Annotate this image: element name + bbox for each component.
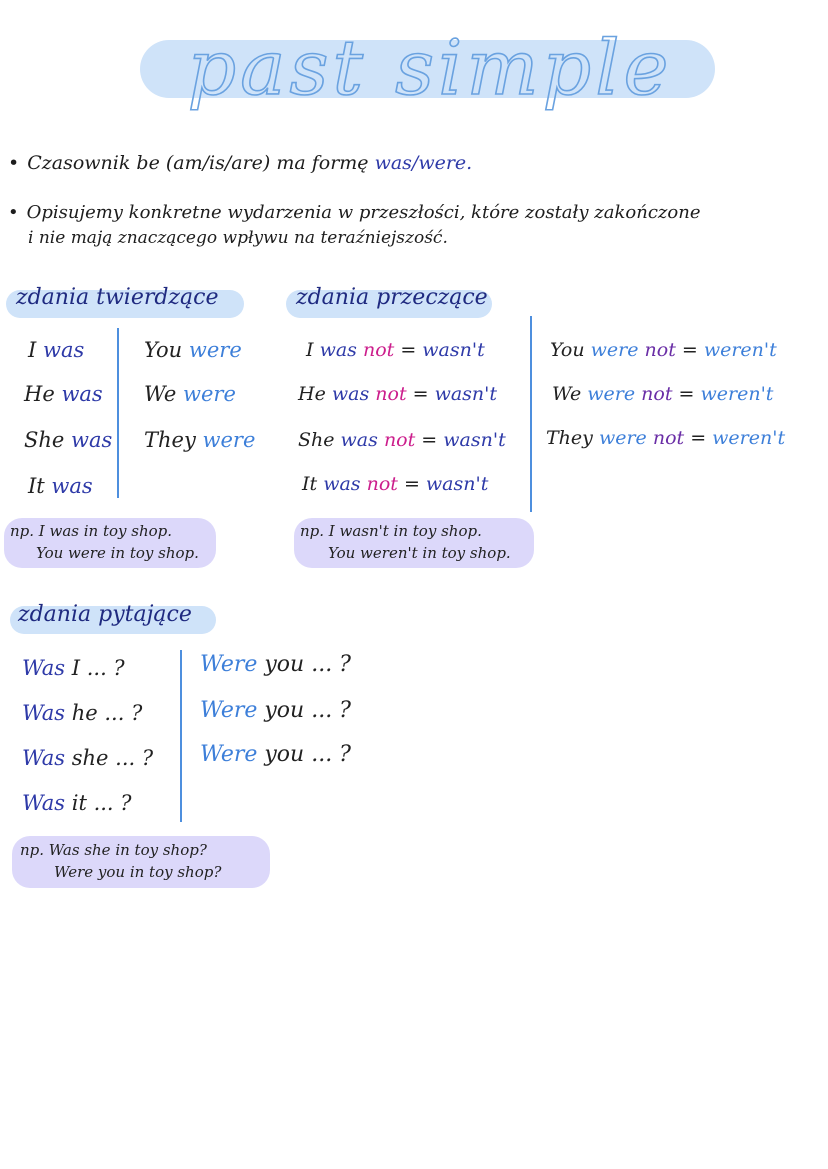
neg-not: not (366, 473, 398, 495)
neg-not: not (641, 383, 673, 405)
q-row (22, 745, 153, 771)
neg-row (546, 425, 785, 451)
aff-subj: She (24, 428, 65, 452)
aff-verb: were (202, 428, 256, 452)
neg-not: not (362, 339, 395, 361)
title-block (130, 18, 730, 128)
negative-example-line1: np. I wasn't in toy shop. (300, 522, 482, 540)
neg-subj: They (546, 427, 593, 449)
aff-subj: It (28, 474, 45, 498)
aff-row (144, 381, 236, 407)
q-row (200, 698, 351, 724)
neg-short: weren't (712, 427, 786, 449)
neg-row (302, 471, 488, 497)
negative-example-line2: You weren't in toy shop. (328, 544, 511, 562)
bullet-1 (8, 150, 472, 176)
bullet-2-line2: i nie mają znaczącego wpływu na teraźniejszość. (28, 228, 448, 248)
neg-row (550, 337, 777, 363)
q-rest: you ... ? (264, 698, 351, 723)
q-row (22, 655, 125, 681)
aff-row (144, 337, 242, 363)
neg-row (306, 337, 485, 363)
q-verb: Was (22, 746, 66, 770)
aff-verb: was (71, 428, 113, 452)
q-rest: I ... ? (71, 656, 125, 680)
neg-row (552, 381, 773, 407)
q-verb: Was (22, 701, 66, 725)
aff-subj: They (144, 428, 196, 452)
neg-eq: = (681, 339, 698, 361)
questions-heading: zdania pytające (18, 602, 192, 627)
neg-subj: She (298, 429, 335, 451)
neg-subj: I (306, 339, 314, 361)
questions-example-line1: np. Was she in toy shop? (20, 841, 207, 859)
neg-not: not (652, 427, 685, 449)
q-row (22, 790, 132, 816)
neg-short: weren't (700, 383, 774, 405)
bullet-dot: • (8, 152, 20, 174)
neg-row (298, 427, 506, 453)
neg-verb: was (323, 473, 361, 495)
q-rest: you ... ? (264, 652, 351, 677)
neg-short: wasn't (443, 429, 506, 451)
aff-row (24, 427, 112, 453)
affirmative-divider (117, 328, 119, 498)
affirmative-heading: zdania twierdzące (16, 285, 219, 310)
neg-eq: = (403, 473, 420, 495)
aff-verb: was (61, 382, 103, 406)
neg-subj: He (298, 383, 326, 405)
neg-eq: = (412, 383, 429, 405)
neg-subj: We (552, 383, 582, 405)
questions-example-line2: Were you in toy shop? (54, 863, 222, 881)
bullet-2 (8, 200, 700, 226)
neg-not: not (383, 429, 416, 451)
q-verb: Was (22, 791, 66, 815)
neg-short: weren't (703, 339, 777, 361)
aff-verb: was (42, 338, 85, 362)
q-rest: you ... ? (264, 742, 351, 767)
aff-verb: was (51, 474, 93, 498)
negative-heading: zdania przeczące (296, 285, 488, 310)
q-rest: she ... ? (71, 746, 154, 770)
neg-eq: = (690, 427, 707, 449)
aff-row (28, 473, 93, 499)
q-rest: it ... ? (71, 791, 132, 815)
aff-row (24, 381, 103, 407)
neg-verb: was (340, 429, 378, 451)
q-row (22, 700, 142, 726)
neg-verb: was (319, 339, 357, 361)
q-row (200, 652, 351, 678)
neg-short: wasn't (422, 339, 485, 361)
q-verb: Were (200, 698, 258, 723)
q-verb: Were (200, 652, 258, 677)
aff-subj: He (24, 382, 55, 406)
neg-eq: = (678, 383, 695, 405)
neg-subj: It (302, 473, 318, 495)
aff-row (144, 427, 255, 453)
bullet-2-line1: Opisujemy konkretne wydarzenia w przeszłości, które zostały zakończone (26, 202, 701, 223)
neg-eq: = (400, 339, 417, 361)
neg-not: not (375, 383, 407, 405)
neg-verb: were (598, 427, 647, 449)
neg-verb: were (587, 383, 636, 405)
aff-verb: were (188, 338, 242, 362)
neg-verb: was (331, 383, 370, 405)
page-title: past simple (187, 23, 673, 112)
bullet-1-highlight: was/were. (374, 152, 473, 174)
aff-subj: We (144, 382, 177, 406)
aff-verb: were (183, 382, 236, 406)
neg-subj: You (550, 339, 585, 361)
aff-row (28, 337, 84, 363)
q-verb: Were (200, 742, 258, 767)
q-verb: Was (22, 656, 66, 680)
neg-eq: = (421, 429, 438, 451)
bullet-dot: • (8, 202, 19, 223)
neg-short: wasn't (434, 383, 498, 405)
questions-divider (180, 650, 182, 822)
aff-subj: You (144, 338, 183, 362)
negative-divider (530, 316, 532, 512)
aff-subj: I (28, 338, 37, 362)
bullet-1-text: Czasownik be (am/is/are) ma formę (27, 152, 375, 174)
neg-short: wasn't (425, 473, 489, 495)
neg-row (298, 381, 497, 407)
q-row (200, 742, 351, 768)
q-rest: he ... ? (71, 701, 143, 725)
neg-verb: were (590, 339, 639, 361)
neg-not: not (644, 339, 676, 361)
affirmative-example-line2: You were in toy shop. (36, 544, 199, 562)
affirmative-example-line1: np. I was in toy shop. (10, 522, 173, 540)
